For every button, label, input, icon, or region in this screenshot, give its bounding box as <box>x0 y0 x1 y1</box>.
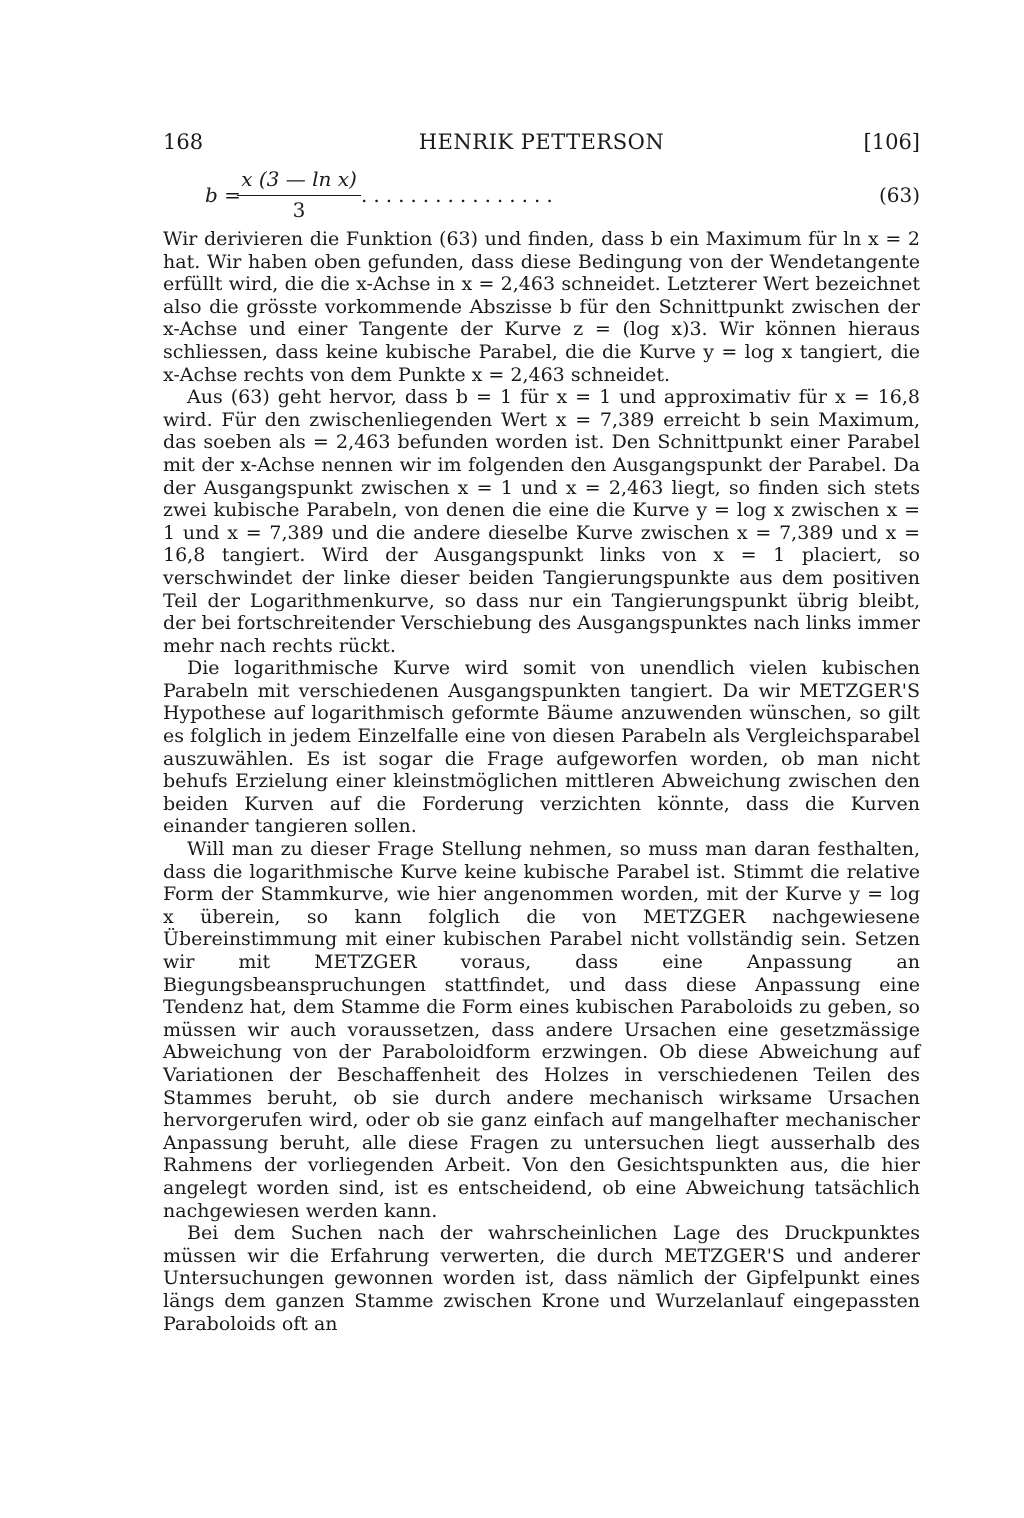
paragraph: Bei dem Suchen nach der wahrscheinlichen Lage des Druckpunktes müssen wir die Erfahrung verwerten, die durch METZGER'S und anderer Untersuchungen gewonnen worden ist, dass nämlich der Gipfelpunkt eines längs dem ganzen Stamme zwischen Krone und Wurzelanlauf eingepassten Paraboloids oft an <box>163 1222 920 1335</box>
paragraph: Will man zu dieser Frage Stellung nehmen, so muss man daran festhalten, dass die logarithmische Kurve keine kubische Parabel ist. Stimmt die relative Form der Stammkurve, wie hier angenommen worden, mit der Kurve y = log x überein, so kann folglich die von METZGER nachgewiesene Übereinstimmung mit einer kubischen Parabel nicht vollständig sein. Setzen wir mit METZGER voraus, dass eine Anpassung an Biegungsbeanspruchungen stattfindet, und dass diese Anpassung eine Tendenz hat, dem Stamme die Form eines kubischen Paraboloids zu geben, so müssen wir auch voraussetzen, dass andere Ursachen eine gesetzmässige Abweichung von der Paraboloidform erzwingen. Ob diese Abweichung auf Variationen der Beschaffenheit des Holzes in verschiedenen Teilen des Stammes beruht, ob sie durch andere mechanisch wirksame Ursachen hervorgerufen wird, oder ob sie ganz einfach auf mangelhafter mechanischer Anpassung beruht, alle diese Fragen zu untersuchen liegt ausserhalb des Rahmens der vorliegenden Arbeit. Von den Gesichtspunkten aus, die hier angelegt worden sind, ist es entscheidend, ob eine Abweichung tatsächlich nachgewiesen werden kann. <box>163 838 920 1222</box>
running-title: HENRIK PETTERSON <box>418 130 665 154</box>
equation-numerator: x (3 — ln x) <box>241 167 357 191</box>
paragraph: Die logarithmische Kurve wird somit von unendlich vielen kubischen Parabeln mit verschiedenen Ausgangspunkten tangiert. Da wir METZGER'S Hypothese auf logarithmisch geformte Bäume anzuwenden wünschen, so gilt es folglich in jedem Einzelfalle eine von diesen Parabeln als Vergleichsparabel auszuwählen. Es ist sogar die Frage aufgeworfen worden, ob man nicht behufs Erzielung einer kleinstmöglichen mittleren Abweichung zwischen den beiden Kurven auf die Forderung verzichten könnte, dass die Kurven einander tangieren sollen. <box>163 657 920 838</box>
page-number: 168 <box>163 130 204 154</box>
page-header <box>163 127 920 157</box>
equation-fraction <box>237 165 361 224</box>
body-text <box>163 228 920 1335</box>
equation-63 <box>163 165 920 227</box>
equation-number: (63) <box>878 183 920 207</box>
paragraph: Aus (63) geht hervor, dass b = 1 für x = 1 und approximativ für x = 16,8 wird. Für den zwischenliegenden Wert x = 7,389 erreicht b sein Maximum, das soeben als = 2,463 befunden worden ist. Den Schnittpunkt einer Parabel mit der x-Achse nennen wir im folgenden den Ausgangspunkt der Parabel. Da der Ausgangspunkt zwischen x = 1 und x = 2,463 liegt, so finden sich stets zwei kubische Parabeln, von denen die eine die Kurve y = log x zwischen x = 1 und x = 7,389 und die andere dieselbe Kurve zwischen x = 7,389 und x = 16,8 tangiert. Wird der Ausgangspunkt links von x = 1 placiert, so verschwindet der linke dieser beiden Tangierungspunkte aus dem positiven Teil der Logarithmenkurve, so dass nur ein Tangierungspunkt übrig bleibt, der bei fortschreitender Verschiebung des Ausgangspunktes nach links immer mehr nach rechts rückt. <box>163 386 920 657</box>
section-number: [106] <box>863 130 920 154</box>
equation-lhs: b = <box>205 183 241 207</box>
equation-denominator: 3 <box>292 198 306 222</box>
equation-leader-dots: ................ <box>361 183 559 207</box>
paragraph: Wir derivieren die Funktion (63) und finden, dass b ein Maximum für ln x = 2 hat. Wir haben oben gefunden, dass diese Bedingung von der Wendetangente erfüllt wird, die die x-Achse in x = 2,463 schneidet. Letzterer Wert bezeichnet also die grösste vorkommende Abszisse b für den Schnittpunkt zwischen der x-Achse und einer Tangente der Kurve z = (log x)3. Wir können hieraus schliessen, dass keine kubische Parabel, die die Kurve y = log x tangiert, die x-Achse rechts von dem Punkte x = 2,463 schneidet. <box>163 228 920 386</box>
